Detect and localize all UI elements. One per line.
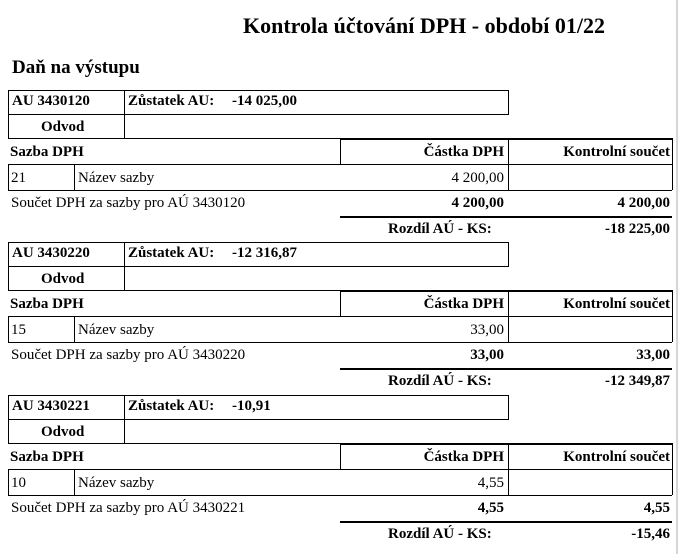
divider <box>8 495 672 496</box>
divider <box>8 290 340 291</box>
amount-value: 33,00 <box>470 322 504 338</box>
divider <box>8 266 9 290</box>
divider <box>124 395 125 443</box>
rate-value: 10 <box>11 475 26 491</box>
divider <box>8 419 9 443</box>
divider <box>124 90 125 138</box>
checksum-header: Kontrolní součet <box>563 449 670 465</box>
divider <box>8 443 340 444</box>
diff-value: -15,46 <box>631 526 670 542</box>
divider <box>8 469 9 495</box>
balance-value: -14 025,00 <box>232 93 297 109</box>
diff-label: Rozdíl AÚ - KS: <box>388 373 492 389</box>
sum-checksum: 4,55 <box>643 500 670 516</box>
page-edge <box>676 0 678 554</box>
divider <box>8 114 9 138</box>
odvod-label: Odvod <box>41 271 85 287</box>
account-number: AU 3430120 <box>12 93 90 109</box>
amount-header: Částka DPH <box>423 449 504 465</box>
sum-checksum: 4 200,00 <box>617 195 670 211</box>
sum-amount: 33,00 <box>470 347 504 363</box>
rate-name: Název sazby <box>78 170 155 186</box>
balance-value: -10,91 <box>232 398 271 414</box>
divider <box>8 138 340 139</box>
divider <box>8 190 672 191</box>
checksum-header: Kontrolní součet <box>563 144 670 160</box>
amount-value: 4,55 <box>477 475 504 491</box>
divider <box>8 342 672 343</box>
diff-label: Rozdíl AÚ - KS: <box>388 526 492 542</box>
divider <box>74 164 75 190</box>
divider <box>672 290 673 342</box>
diff-rule <box>340 368 672 370</box>
divider <box>8 164 672 165</box>
divider <box>124 242 125 290</box>
sum-label: Součet DPH za sazby pro AÚ 3430220 <box>11 347 246 363</box>
rate-value: 21 <box>11 170 26 186</box>
sum-checksum: 33,00 <box>636 347 670 363</box>
report-title: Kontrola účtování DPH - období 01/22 <box>243 13 606 38</box>
header-rule <box>340 290 672 292</box>
balance-label: Zůstatek AU: <box>128 93 215 109</box>
rate-value: 15 <box>11 322 26 338</box>
header-rule <box>340 138 672 140</box>
amount-header: Částka DPH <box>423 296 504 312</box>
rate-header: Sazba DPH <box>10 449 84 465</box>
checksum-header: Kontrolní součet <box>563 296 670 312</box>
diff-value: -12 349,87 <box>605 373 670 389</box>
divider <box>672 443 673 495</box>
rate-header: Sazba DPH <box>10 144 84 160</box>
rate-name: Název sazby <box>78 475 155 491</box>
sum-amount: 4 200,00 <box>451 195 504 211</box>
odvod-label: Odvod <box>41 119 85 135</box>
header-rule <box>340 443 672 445</box>
amount-header: Částka DPH <box>423 144 504 160</box>
divider <box>672 138 673 190</box>
diff-rule <box>340 216 672 218</box>
amount-value: 4 200,00 <box>451 170 504 186</box>
diff-label: Rozdíl AÚ - KS: <box>388 221 492 237</box>
divider <box>8 164 9 190</box>
account-number: AU 3430221 <box>12 398 90 414</box>
sum-label: Součet DPH za sazby pro AÚ 3430221 <box>11 500 246 516</box>
divider <box>74 469 75 495</box>
account-number: AU 3430220 <box>12 245 90 261</box>
diff-rule <box>340 521 672 523</box>
divider <box>8 316 672 317</box>
rate-header: Sazba DPH <box>10 296 84 312</box>
divider <box>8 469 672 470</box>
divider <box>8 316 9 342</box>
balance-value: -12 316,87 <box>232 245 297 261</box>
diff-value: -18 225,00 <box>605 221 670 237</box>
rate-name: Název sazby <box>78 322 155 338</box>
divider <box>74 316 75 342</box>
sum-label: Součet DPH za sazby pro AÚ 3430120 <box>11 195 246 211</box>
odvod-label: Odvod <box>41 424 85 440</box>
sum-amount: 4,55 <box>477 500 504 516</box>
balance-label: Zůstatek AU: <box>128 245 215 261</box>
section-title: Daň na výstupu <box>12 57 140 78</box>
balance-label: Zůstatek AU: <box>128 398 215 414</box>
